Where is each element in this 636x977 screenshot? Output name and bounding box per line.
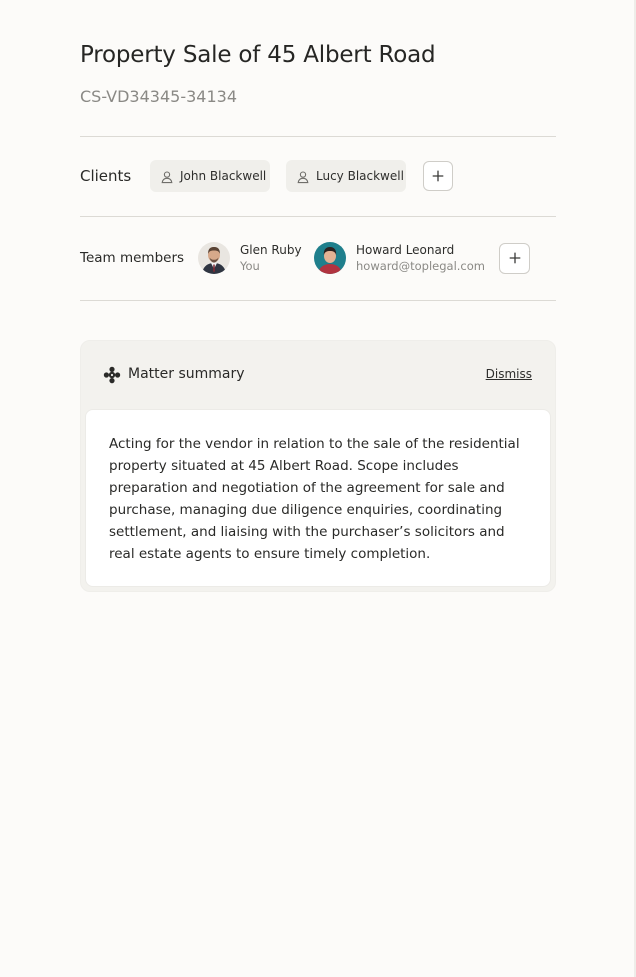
matter-summary-card — [80, 340, 556, 592]
client-chip-john-blackwell[interactable] — [150, 160, 270, 192]
team-members-label: Team members — [80, 250, 185, 266]
add-team-member-button[interactable] — [499, 243, 530, 274]
member-name: Howard Leonard — [356, 243, 455, 257]
team-member-glen-ruby[interactable] — [198, 242, 302, 274]
divider — [80, 300, 556, 301]
divider — [80, 216, 556, 217]
page-title: Property Sale of 45 Albert Road — [80, 42, 436, 68]
client-name: John Blackwell — [180, 169, 267, 183]
plus-icon — [432, 167, 444, 186]
avatar — [314, 242, 346, 274]
member-email: howard@toplegal.com — [356, 259, 485, 273]
person-icon — [296, 169, 310, 183]
case-id: CS-VD34345-34134 — [80, 87, 237, 106]
summary-title: Matter summary — [128, 366, 245, 382]
team-member-howard-leonard[interactable] — [314, 242, 485, 274]
add-client-button[interactable] — [423, 161, 453, 191]
plus-icon — [509, 249, 521, 268]
summary-text: Acting for the vendor in relation to the sale of the residential property situated at 45 Albert Road. Scope includes preparation and negotiation of the agreement for sale and purchase, managing due diligence enquiries, coordinating settlement, and liaising with the purchaser’s solicitors and real estate agents to ensure timely completion. — [85, 409, 551, 587]
member-name: Glen Ruby — [240, 243, 302, 257]
avatar — [198, 242, 230, 274]
sparkle-icon — [103, 366, 121, 384]
client-chip-lucy-blackwell[interactable] — [286, 160, 406, 192]
clients-label: Clients — [80, 167, 132, 185]
divider — [80, 136, 556, 137]
dismiss-link[interactable]: Dismiss — [485, 367, 532, 381]
person-icon — [160, 169, 174, 183]
client-name: Lucy Blackwell — [316, 169, 404, 183]
member-subtitle: You — [240, 259, 260, 273]
